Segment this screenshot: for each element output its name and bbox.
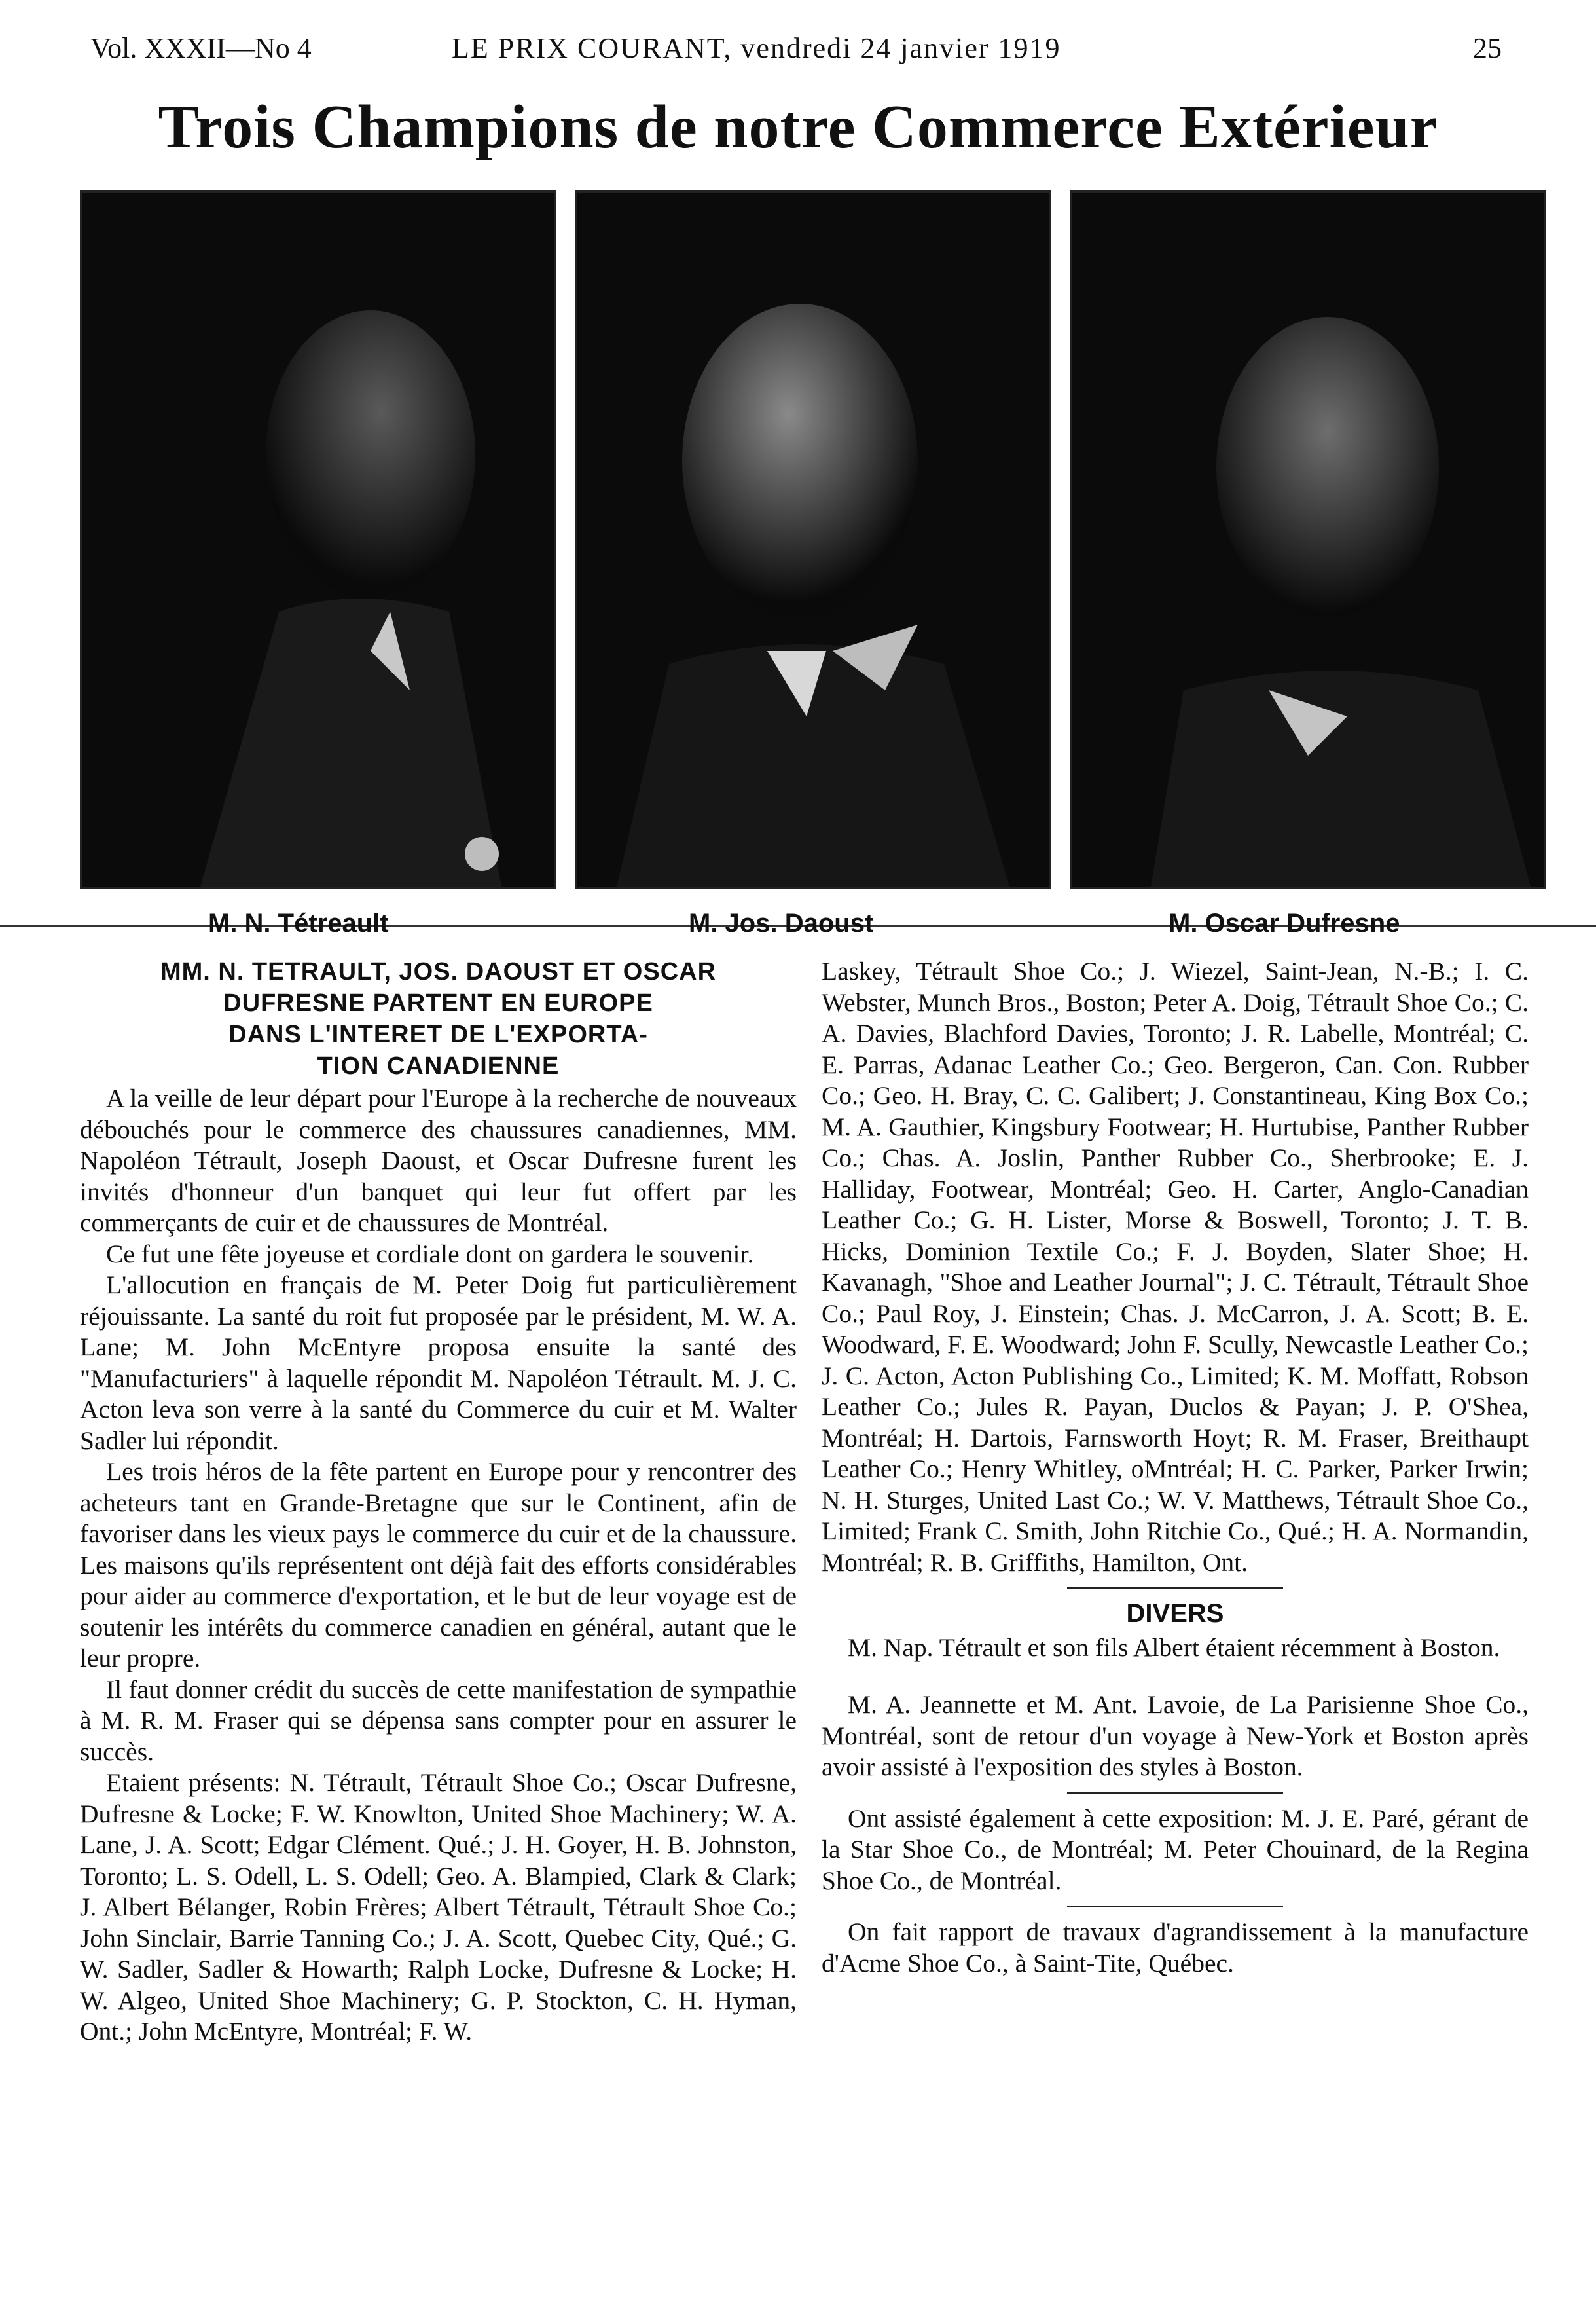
article-paragraph: L'allocution en français de M. Peter Doig fut particulièrement réjouissante. La santé du roit fut proposée par le président, M. W. A. Lane; M. John McEntyre proposa ensuite la santé des "Manufacturiers" à laquelle répondit M. Napoléon Tétrault. M. J. C. Acton leva son verre à la santé du Commerce du cuir et M. Walter Sadler lui répondit. [80, 1270, 797, 1455]
headline-line: MM. N. TETRAULT, JOS. DAOUST ET OSCAR [160, 958, 717, 986]
item-divider [1067, 1906, 1283, 1907]
item-divider [1067, 1792, 1283, 1794]
headline-line: TION CANADIENNE [317, 1052, 560, 1080]
article-paragraph: Les trois héros de la fête partent en Europe pour y rencontrer des acheteurs tant en Grande-Bretagne que sur le Continent, afin de favoriser dans les vieux pays le commerce du cuir et de la chaussure. Les maisons qu'ils représentent ont déjà fait des efforts considérables pour aider au commerce d'exportation, et le but de leur voyage est de soutenir les intérêts du commerce canadien en général, autant que le leur propre. [80, 1457, 797, 1672]
section-divider [1067, 1587, 1283, 1589]
page-title: Trois Champions de notre Commerce Extérieur [158, 93, 1438, 161]
divers-item: Ont assisté également à cette exposition: M. J. E. Paré, gérant de la Star Shoe Co., de Montréal; M. Peter Chouinard, de la Regina Shoe Co., de Montréal. [822, 1803, 1529, 1895]
article-right-column [822, 956, 1529, 1979]
attendee-list: Etaient présents: N. Tétrault, Tétrault Shoe Co.; Oscar Dufresne, Dufresne & Locke; F. W. Knowlton, United Shoe Machinery; W. A. Lane, J. A. Scott; Edgar Clément. Qué.; J. H. Goyer, H. B. Johnston, Toronto; L. S. Odell, L. S. Odell; Geo. A. Blampied, Clark & Clark; J. Albert Bélanger, Robin Frères; Albert Tétrault, Tétrault Shoe Co.; John Sinclair, Barrie Tanning Co.; J. A. Scott, Quebec City, Qué.; G. W. Sadler, Sadler & Howarth; Ralph Locke, Dufresne & Locke; H. W. Algeo, United Shoe Machinery; G. P. Stockton, C. H. Hyman, Ont.; John McEntyre, Montréal; F. W. [80, 1768, 797, 2046]
volume-label: Vol. XXXII—No 4 [90, 32, 312, 64]
page-header [0, 31, 1596, 77]
article-paragraph: Il faut donner crédit du succès de cette manifestation de sympathie à M. R. M. Fraser qui se dépensa sans compter pour en assurer le succès. [80, 1674, 797, 1766]
divers-heading: DIVERS [1126, 1599, 1224, 1628]
article-paragraph: Ce fut une fête joyeuse et cordiale dont on gardera le souvenir. [106, 1239, 754, 1268]
divers-item: M. Nap. Tétrault et son fils Albert étaient récemment à Boston. [848, 1632, 1500, 1662]
caption-daoust: M. Jos. Daoust [689, 909, 874, 938]
masthead: LE PRIX COURANT, vendredi 24 janvier 1919 [452, 32, 1061, 64]
attendee-list-continued: Laskey, Tétrault Shoe Co.; J. Wiezel, Saint-Jean, N.-B.; I. C. Webster, Munch Bros., Boston; Peter A. Doig, Tétrault Shoe Co.; C. A. Davies, Blachford Davies, Toronto; J. R. Labelle, Montréal; C. E. Parras, Adanac Leather Co.; Geo. Bergeron, Can. Con. Rubber Co.; Geo. H. Bray, C. C. Galibert; J. Constantineau, King Box Co.; M. A. Gauthier, Kingsbury Footwear; H. Hurtubise, Panther Rubber Co.; Chas. A. Joslin, Panther Rubber Co., Sherbrooke; E. J. Halliday, Footwear, Montréal; Geo. H. Carter, Anglo-Canadian Leather Co.; G. H. Lister, Morse & Boswell, Toronto; J. T. B. Hicks, Dominion Textile Co.; F. J. Boyden, Slater Shoe; H. Kavanagh, "Shoe and Leather Journal"; J. C. Tétrault, Tétrault Shoe Co.; Paul Roy, J. Einstein; Chas. J. McCarron, J. A. Scott; B. E. Woodward, F. E. Woodward; John F. Scully, Newcastle Leather Co.; J. C. Acton, Acton Publishing Co., Limited; K. M. Moffatt, Robson Leather Co.; Jules R. Payan, Duclos & Payan; J. P. O'Shea, Montréal; H. Dartois, Farnsworth Hoyt; R. M. Fraser, Breithaupt Leather Co.; Henry Whitley, oMntréal; H. C. Parker, Parker Irwin; N. H. Sturges, United Last Co.; W. V. Matthews, Tétrault Shoe Co., Limited; Frank C. Smith, John Ritchie Co., Qué.; H. A. Normandin, Montréal; R. B. Griffiths, Hamilton, Ont. [822, 957, 1529, 1577]
caption-dufresne: M. Oscar Dufresne [1169, 909, 1400, 938]
article-paragraph: A la veille de leur départ pour l'Europe à la recherche de nouveaux débouchés pour le commerce des chaussures canadiennes, MM. Napoléon Tétrault, Joseph Daoust, et Oscar Dufresne furent les invités d'honneur d'un banquet qui leur fut offert par les commerçants de cuir et de chaussures de Montréal. [80, 1084, 797, 1237]
portrait-daoust [575, 190, 1051, 889]
divers-item: M. A. Jeannette et M. Ant. Lavoie, de La Parisienne Shoe Co., Montréal, sont de retour d'un voyage à New-York et Boston après avoir assisté à l'exposition des styles à Boston. [822, 1690, 1529, 1781]
article-headline [80, 956, 797, 1082]
portrait-dufresne [1070, 190, 1546, 889]
portrait-tetreault [80, 190, 556, 889]
portrait-front-icon [1072, 193, 1544, 887]
divers-item: On fait rapport de travaux d'agrandissement à la manufacture d'Acme Shoe Co., à Saint-Tite, Québec. [822, 1917, 1529, 1978]
headline-line: DANS L'INTERET DE L'EXPORTA- [228, 1021, 648, 1048]
caption-tetreault: M. N. Tétreault [208, 909, 389, 938]
page-number: 25 [1473, 32, 1502, 64]
portrait-profile-icon [82, 193, 554, 887]
portrait-three-quarter-icon [577, 193, 1049, 887]
headline-line: DUFRESNE PARTENT EN EUROPE [223, 989, 653, 1017]
article-left-column [80, 956, 797, 2048]
